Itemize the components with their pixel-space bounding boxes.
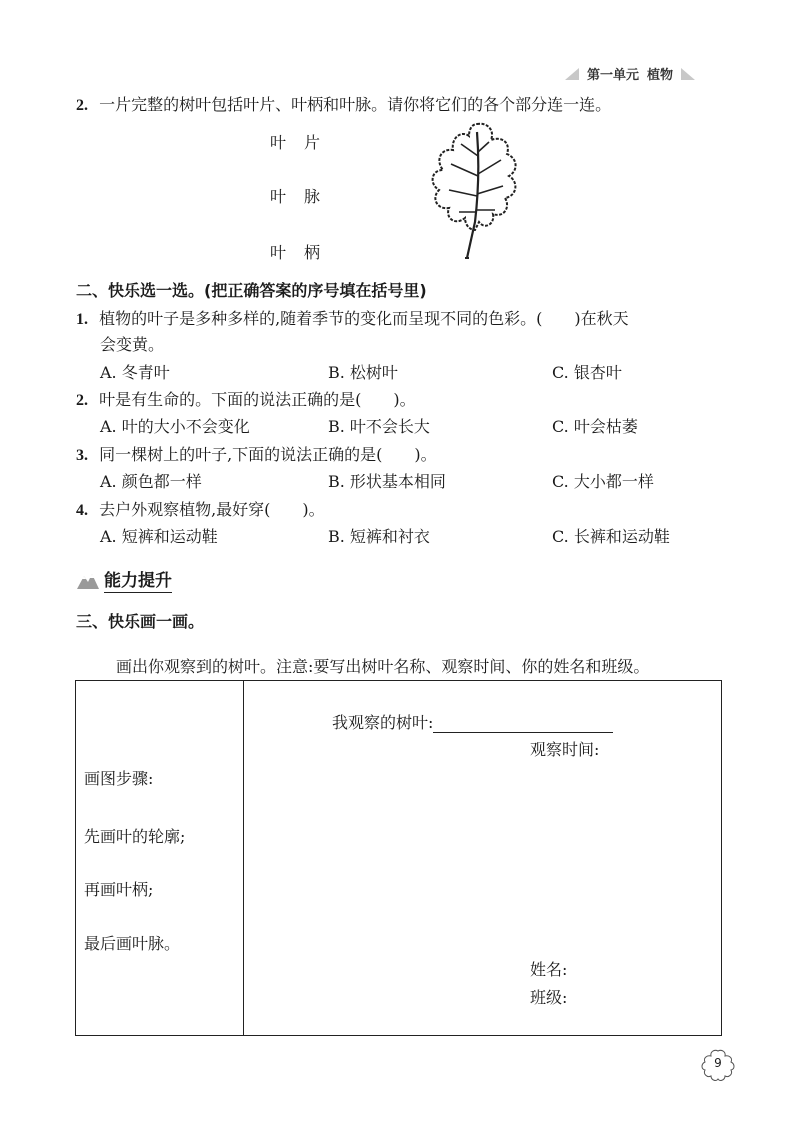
s2-q2: [76, 387, 416, 410]
step-1: 先画叶的轮廓;: [84, 827, 186, 846]
s2-q1-option-c[interactable]: C. 银杏叶: [552, 363, 622, 382]
s2-q2-number: 2.: [76, 392, 88, 409]
class-label: 班级:: [530, 988, 568, 1007]
steps-title: 画图步骤:: [84, 769, 154, 788]
s2-q2-option-c[interactable]: C. 叶会枯萎: [552, 417, 638, 436]
mountain-icon: [76, 570, 100, 590]
s2-q4-option-b[interactable]: B. 短裤和衬衣: [328, 527, 430, 546]
name-label: 姓名:: [530, 960, 568, 979]
observed-leaf-field: [332, 710, 613, 733]
header-topic: 植物: [647, 68, 674, 83]
header-right-triangle-icon: [681, 68, 695, 80]
s2-q3-option-b[interactable]: B. 形状基本相同: [328, 472, 446, 491]
leaf-label-vein: 叶脉: [270, 187, 339, 206]
s2-q4-option-c[interactable]: C. 长裤和运动鞋: [552, 527, 670, 546]
s2-q1-number: 1.: [76, 311, 88, 328]
s2-q4-number: 4.: [76, 502, 88, 519]
page-number-badge: [700, 1048, 736, 1082]
s2-q2-option-b[interactable]: B. 叶不会长大: [328, 417, 430, 436]
page-number: 9: [714, 1056, 722, 1070]
s2-q3-option-a[interactable]: A. 颜色都一样: [100, 472, 202, 491]
s2-q4-text: 去户外观察植物,最好穿( )。: [99, 500, 325, 519]
q2-connect: [76, 92, 611, 115]
header-left-triangle-icon: [565, 68, 579, 80]
ability-title: 能力提升: [104, 566, 172, 593]
s2-q1: [76, 306, 629, 329]
s2-q3-option-c[interactable]: C. 大小都一样: [552, 472, 654, 491]
observed-leaf-label: 我观察的树叶:: [332, 713, 434, 732]
q2-text: 一片完整的树叶包括叶片、叶柄和叶脉。请你将它们的各个部分连一连。: [99, 95, 612, 114]
observe-time-label: 观察时间:: [530, 740, 600, 759]
s2-q1-option-b[interactable]: B. 松树叶: [328, 363, 398, 382]
s2-q3-text: 同一棵树上的叶子,下面的说法正确的是( )。: [99, 445, 437, 464]
leaf-label-blade: 叶片: [270, 133, 339, 152]
section3-title: 三、快乐画一画。: [76, 612, 205, 631]
section2-title: 二、快乐选一选。(把正确答案的序号填在括号里): [76, 281, 427, 300]
header-unit: 第一单元: [587, 68, 640, 83]
s2-q2-text: 叶是有生命的。下面的说法正确的是( )。: [99, 390, 416, 409]
page-header: [565, 64, 695, 83]
s2-q1-text-line2: 会变黄。: [100, 335, 165, 354]
s2-q4: [76, 497, 325, 520]
observed-leaf-blank[interactable]: [433, 714, 613, 733]
s2-q1-text: 植物的叶子是多种多样的,随着季节的变化而呈现不同的色彩。( )在秋天: [99, 309, 629, 328]
s2-q4-option-a[interactable]: A. 短裤和运动鞋: [100, 527, 218, 546]
s2-q3-number: 3.: [76, 447, 88, 464]
step-2: 再画叶柄;: [84, 880, 154, 899]
section3-instruction: 画出你观察到的树叶。注意:要写出树叶名称、观察时间、你的姓名和班级。: [116, 657, 650, 676]
q2-number: 2.: [76, 97, 88, 114]
leaf-label-petiole: 叶柄: [270, 243, 339, 262]
ability-section-header: [76, 566, 172, 593]
drawing-box: [75, 680, 722, 1036]
s2-q1-option-a[interactable]: A. 冬青叶: [100, 363, 170, 382]
s2-q3: [76, 442, 437, 465]
step-3: 最后画叶脉。: [84, 934, 181, 953]
s2-q2-option-a[interactable]: A. 叶的大小不会变化: [100, 417, 250, 436]
oak-leaf-illustration: [425, 118, 525, 266]
drawing-box-divider: [243, 681, 244, 1035]
